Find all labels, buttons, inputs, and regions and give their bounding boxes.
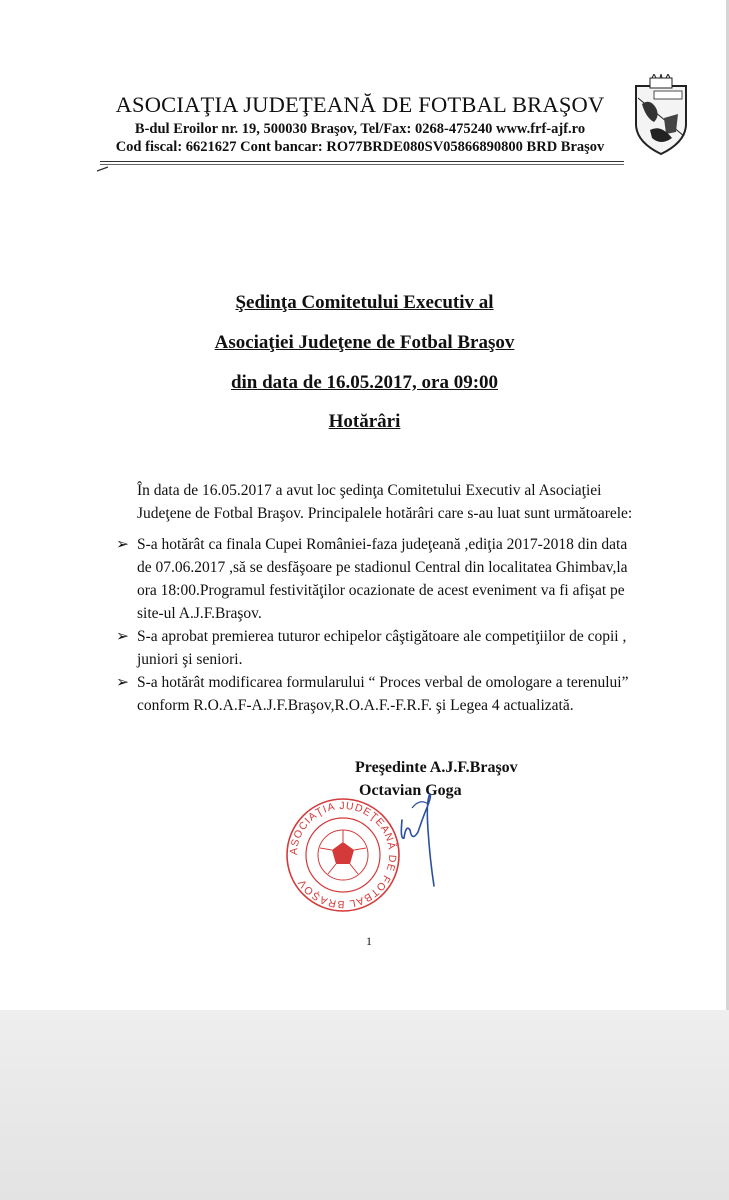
decision-line: S-a aprobat premierea tuturor echipelor câştigătoare ale competiţiilor de copii , — [137, 628, 627, 645]
decisions-list — [116, 533, 664, 717]
header-divider — [100, 161, 624, 162]
decision-item — [116, 533, 664, 625]
signatory-name: Octavian Goga — [359, 782, 462, 799]
decision-line: S-a hotărât ca finala Cupei României-faza judeţeană ,ediţia 2017-2018 din data — [137, 536, 628, 553]
signatory-role: Preşedinte A.J.F.Braşov — [355, 759, 518, 776]
decision-line: juniori şi seniori. — [137, 651, 243, 668]
stamp-text: ASOCIAŢIA JUDEŢEANĂ DE FOTBAL BRAŞOV — [287, 799, 399, 911]
organization-address: B-dul Eroilor nr. 19, 500030 Braşov, Tel/Fax: 0268-475240 www.frf-ajf.ro — [134, 121, 586, 137]
decision-line: ora 18:00.Programul festivităţilor ocazionate de acest eveniment va fi afişat pe — [137, 582, 625, 599]
decision-line: site-ul A.J.F.Braşov. — [137, 605, 262, 622]
intro-line: În data de 16.05.2017 a avut loc şedinţa Comitetului Executiv al Asociaţiei — [137, 482, 602, 499]
organization-fiscal-info: Cod fiscal: 6621627 Cont bancar: RO77BRDE080SV05866890800 BRD Braşov — [115, 139, 605, 155]
decision-line: de 07.06.2017 ,să se desfăşoare pe stadionul Central din localitatea Ghimbav,la — [137, 559, 628, 576]
intro-paragraph — [137, 479, 637, 525]
letterhead — [90, 92, 630, 156]
scan-background — [0, 1010, 729, 1200]
title-line-1: Şedinţa Comitetului Executiv al — [235, 292, 494, 313]
title-line-3: din data de 16.05.2017, ora 09:00 — [230, 372, 499, 393]
intro-line: Judeţene de Fotbal Braşov. Principalele hotărâri care s-au luat sunt următoarele: — [137, 505, 633, 522]
title-line-2: Asociaţiei Judeţene de Fotbal Braşov — [214, 332, 515, 353]
decision-item — [116, 625, 664, 671]
bullet-arrow-icon: ➢ — [116, 674, 129, 691]
crest-logo-icon — [630, 74, 692, 158]
decision-line: S-a hotărât modificarea formularului “ Proces verbal de omologare a terenului” — [137, 674, 629, 691]
handwritten-signature — [396, 790, 456, 890]
header-divider-thin — [100, 164, 624, 165]
bullet-arrow-icon: ➢ — [116, 536, 129, 553]
pen-mark — [96, 165, 110, 173]
title-decisions: Hotărâri — [328, 411, 401, 432]
page-number: 1 — [366, 934, 372, 948]
official-stamp-icon — [284, 796, 402, 914]
organization-name: ASOCIAŢIA JUDEŢEANĂ DE FOTBAL BRAŞOV — [115, 92, 605, 117]
bullet-arrow-icon: ➢ — [116, 628, 129, 645]
decision-line: conform R.O.A.F-A.J.F.Braşov,R.O.A.F.-F.R.F. şi Legea 4 actualizată. — [137, 697, 574, 714]
decision-item — [116, 671, 664, 717]
